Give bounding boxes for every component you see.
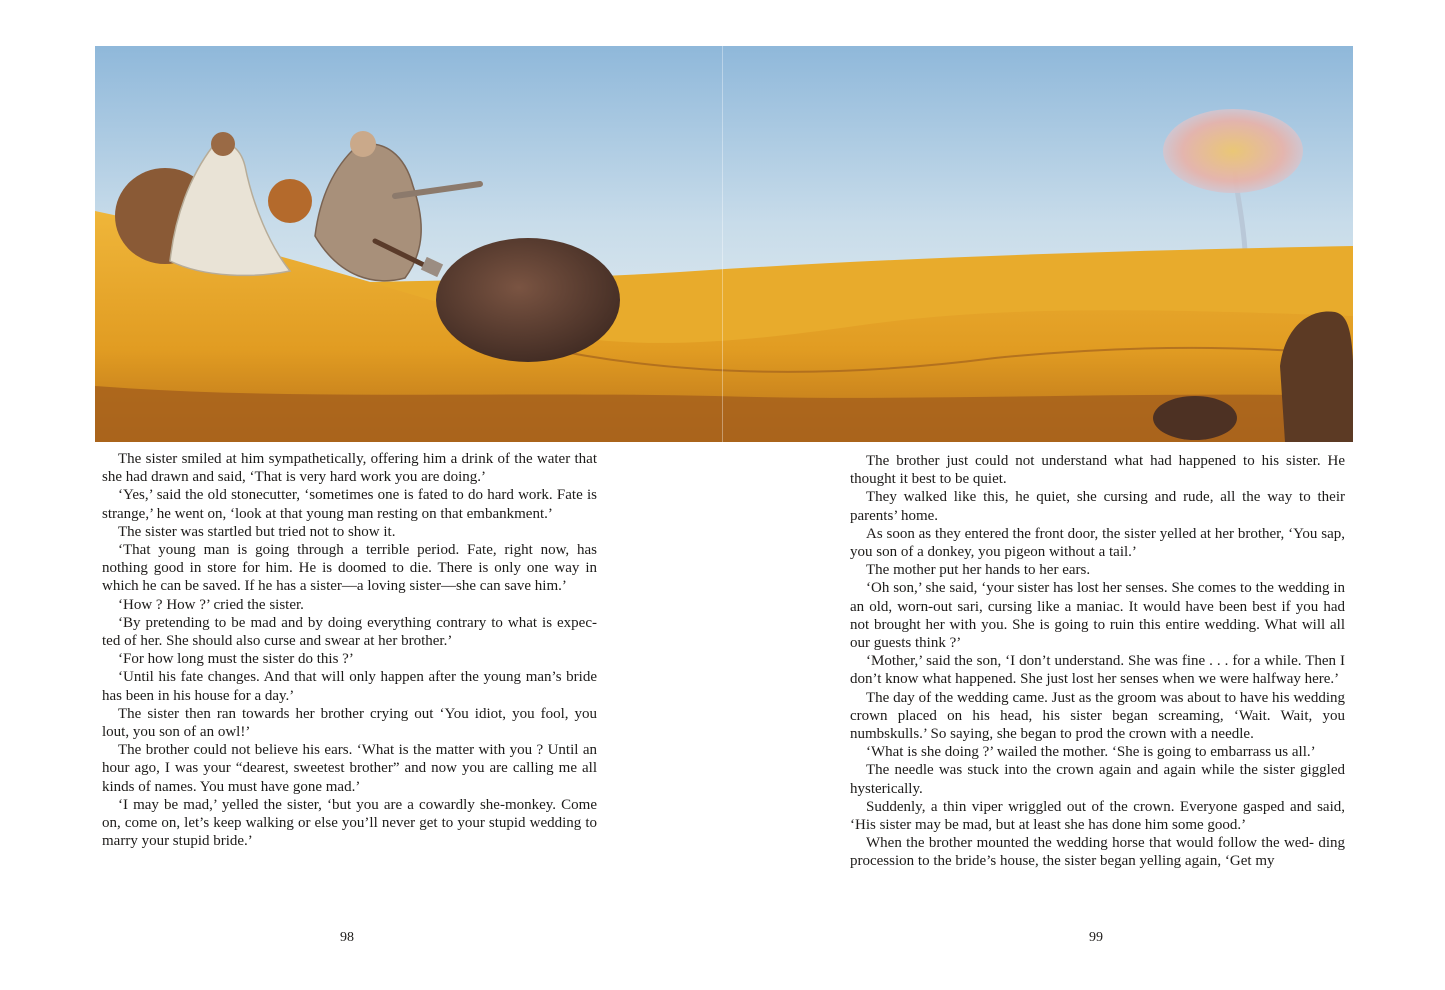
paragraph: ‘By pretending to be mad and by doing everything contrary to what is expec- ted of her. She should also curse and swear at her brother.’ xyxy=(102,614,597,650)
landscape-scene xyxy=(95,46,1353,442)
stonecutter-head xyxy=(350,131,376,157)
right-page-text xyxy=(850,452,1345,871)
paragraph: The sister then ran towards her brother crying out ‘You idiot, you fool, you lout, you son of an owl!’ xyxy=(102,705,597,741)
paragraph: The mother put her hands to her ears. xyxy=(866,562,1091,579)
paragraph: ‘That young man is going through a terrible period. Fate, right now, has nothing good in store for him. He is doomed to die. There is only one way in which he can be saved. If he has a sister—a loving sister—she can save him.’ xyxy=(102,542,597,595)
paragraph: ‘What is she doing ?’ wailed the mother. ‘She is going to embarrass us all.’ xyxy=(866,744,1316,761)
left-page-text xyxy=(102,450,597,850)
paragraph: ‘I may be mad,’ yelled the sister, ‘but you are a cowardly she-monkey. Come on, come on, let’s keep walking or else you’ll never get to your stupid wedding to marry your stupid bride.’ xyxy=(102,796,597,850)
paragraph: Suddenly, a thin viper wriggled out of the crown. Everyone gasped and said, ‘His sister may be mad, but at least she has done him some good.’ xyxy=(850,798,1345,834)
paragraph: They walked like this, he quiet, she cursing and rude, all the way to their parents’ home. xyxy=(850,489,1345,524)
small-rock xyxy=(1153,396,1237,440)
tree-canopy xyxy=(1163,109,1303,193)
paragraph: The brother just could not understand what had happened to his sister. He thought it best to be quiet. xyxy=(850,453,1345,488)
page-gutter xyxy=(722,46,723,442)
paragraph: ‘Yes,’ said the old stonecutter, ‘sometimes one is fated to do hard work. Fate is strange,’ he went on, ‘look at that young man resting on that embankment.’ xyxy=(102,487,597,522)
paragraph: ‘For how long must the sister do this ?’ xyxy=(118,651,354,668)
paragraph: ‘Oh son,’ she said, ‘your sister has lost her senses. She comes to the wedding in an old, worn-out sari, cursing like a maniac. It would have been best if you had not brought her with you. She is going to ruin this entire wedding. What will all our guests think ?’ xyxy=(850,580,1345,652)
paragraph: As soon as they entered the front door, the sister yelled at her brother, ‘You sap, you son of a donkey, you pigeon without a tail.’ xyxy=(850,525,1345,561)
watercolor-illustration xyxy=(95,46,1353,442)
paragraph: When the brother mounted the wedding horse that would follow the wed- ding procession to the bride’s house, the sister began yelling again, ‘Get my xyxy=(850,835,1345,870)
paragraph: ‘Mother,’ said the son, ‘I don’t understand. She was fine . . . for a while. Then I don’t know what happened. She just lost her senses when we were halfway here.’ xyxy=(850,653,1345,688)
sister-head xyxy=(211,132,235,156)
page-number-right: 99 xyxy=(1089,930,1103,945)
paragraph: The sister smiled at him sympathetically, offering him a drink of the water that she had drawn and said, ‘That is very hard work you are doing.’ xyxy=(102,451,597,486)
boulder xyxy=(436,238,620,362)
paragraph: ‘Until his fate changes. And that will only happen after the young man’s bride has been in his house for a day.’ xyxy=(102,669,597,704)
paragraph: The brother could not believe his ears. ‘What is the matter with you ? Until an hour ago, I was your “dearest, sweetest brother” and now you are calling me all kinds of names. You must have gone mad.’ xyxy=(102,742,597,795)
paragraph: The sister was startled but tried not to show it. xyxy=(118,523,396,540)
water-pot xyxy=(268,179,312,223)
paragraph: The needle was stuck into the crown again and again while the sister giggled hysterically. xyxy=(850,762,1345,797)
paragraph: The day of the wedding came. Just as the groom was about to have his wedding crown placed on his head, his sister began screaming, ‘Wait. Wait, you numbskulls.’ So saying, she began to prod the crown with a needle. xyxy=(850,689,1345,743)
page-number-left: 98 xyxy=(340,930,354,945)
paragraph: ‘How ? How ?’ cried the sister. xyxy=(118,596,304,613)
